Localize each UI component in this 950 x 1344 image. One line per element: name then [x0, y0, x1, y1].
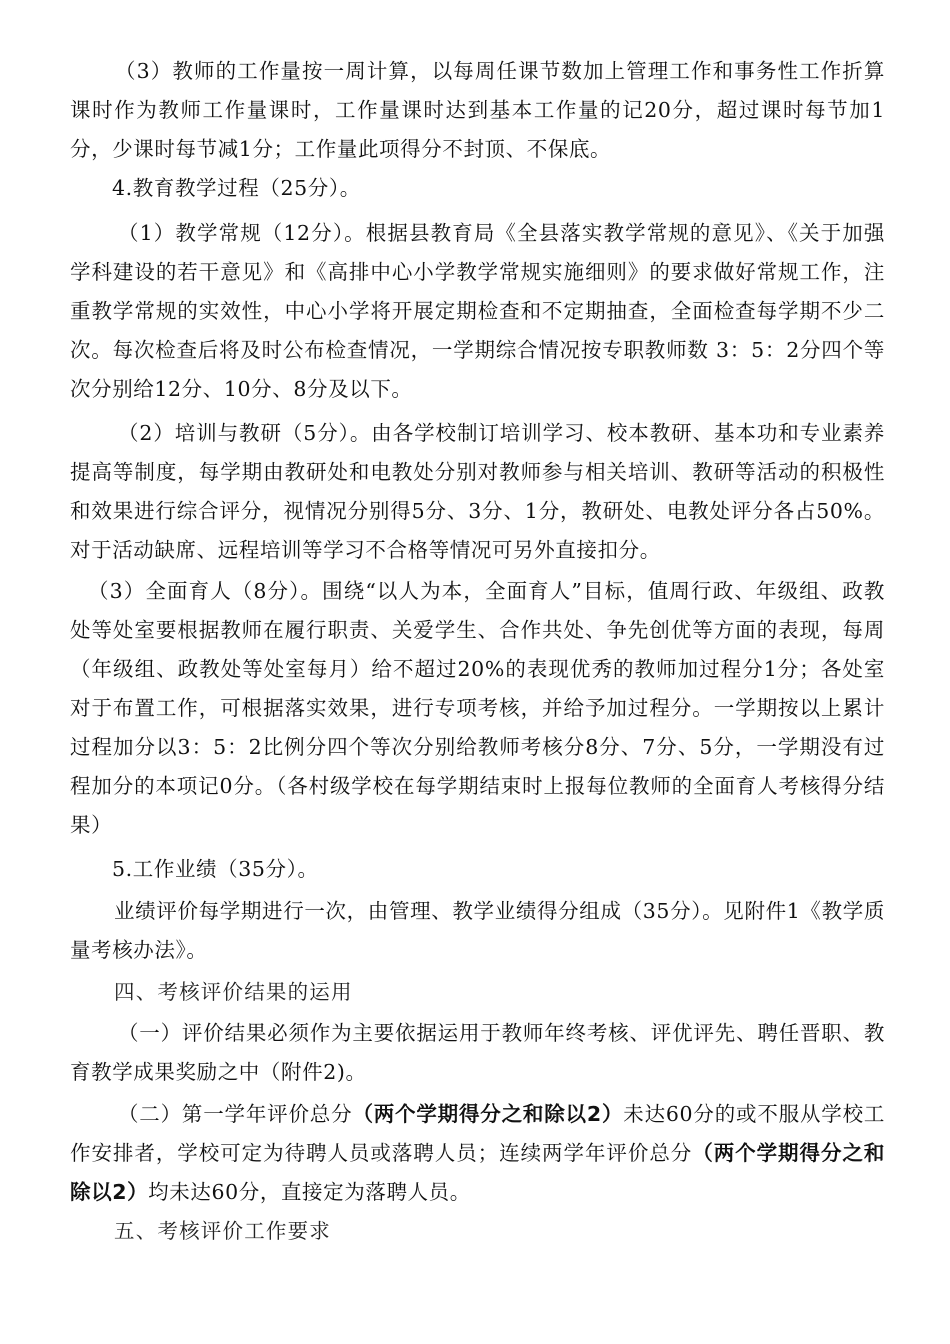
paragraph-performance-evaluation: 业绩评价每学期进行一次，由管理、教学业绩得分组成（35分）。见附件1《教学质量考核办法》。 [70, 899, 885, 962]
paragraph-results-usage-one: （一）评价结果必须作为主要依据运用于教师年终考核、评优评先、聘任晋职、教育教学成果奖励之中（附件2)。 [70, 1021, 885, 1084]
section-teaching-process: 4.教育教学过程（25分）。 [112, 176, 361, 200]
text-segment: 均未达60分，直接定为落聘人员。 [148, 1180, 471, 1204]
paragraph-training-research: （2）培训与教研（5分）。由各学校制订培训学习、校本教研、基本功和专业素养提高等制度，每学期由教研处和电教处分别对教师参与相关培训、教研等活动的积极性和效果进行综合评分，视情况分别得5分、3分、1分，教研处、电教处评分各占50%。对于活动缺席、远程培训等学习不合格等情况可另外直接扣分。 [70, 421, 885, 562]
bold-note: （两个学期得分之和除以2） [352, 1102, 624, 1126]
paragraph-holistic-education: （3）全面育人（8分）。围绕“以人为本，全面育人”目标，值周行政、年级组、政教处等处室要根据教师在履行职责、关爱学生、合作共处、争先创优等方面的表现，每周（年级组、政教处等处室每月）给不超过20%的表现优秀的教师加过程分1分；各处室对于布置工作，可根据落实效果，进行专项考核，并给予加过程分。一学期按以上累计过程加分以3：5：2比例分四个等次分别给教师考核分8分、7分、5分，一学期没有过程加分的本项记0分。（各村级学校在每学期结束时上报每位教师的全面育人考核得分结果） [70, 579, 885, 837]
section-work-performance: 5.工作业绩（35分）。 [112, 857, 319, 881]
section-heading-work-requirements: 五、考核评价工作要求 [114, 1219, 331, 1243]
paragraph-workload: （3）教师的工作量按一周计算，以每周任课节数加上管理工作和事务性工作折算课时作为教师工作量课时，工作量课时达到基本工作量的记20分，超过课时每节加1分，少课时每节减1分；工作量此项得分不封顶、不保底。 [70, 59, 885, 161]
paragraph-results-usage-two [70, 1095, 885, 1212]
paragraph-teaching-routine: （1）教学常规（12分）。根据县教育局《全县落实教学常规的意见》、《关于加强学科建设的若干意见》和《高排中心小学教学常规实施细则》的要求做好常规工作，注重教学常规的实效性，中心小学将开展定期检查和不定期抽查，全面检查每学期不少二次。每次检查后将及时公布检查情况，一学期综合情况按专职教师数 3：5：2分四个等次分别给12分、10分、8分及以下。 [70, 221, 885, 401]
text-segment: （二）第一学年评价总分 [118, 1102, 353, 1126]
bold-note: （两个学期得分之和除以2） [70, 1141, 885, 1204]
text-segment: 未达60分的或不服从学校工作安排者，学校可定为待聘人员或落聘人员；连续两学年评价总分 [70, 1102, 885, 1165]
section-heading-results-usage: 四、考核评价结果的运用 [114, 980, 353, 1004]
